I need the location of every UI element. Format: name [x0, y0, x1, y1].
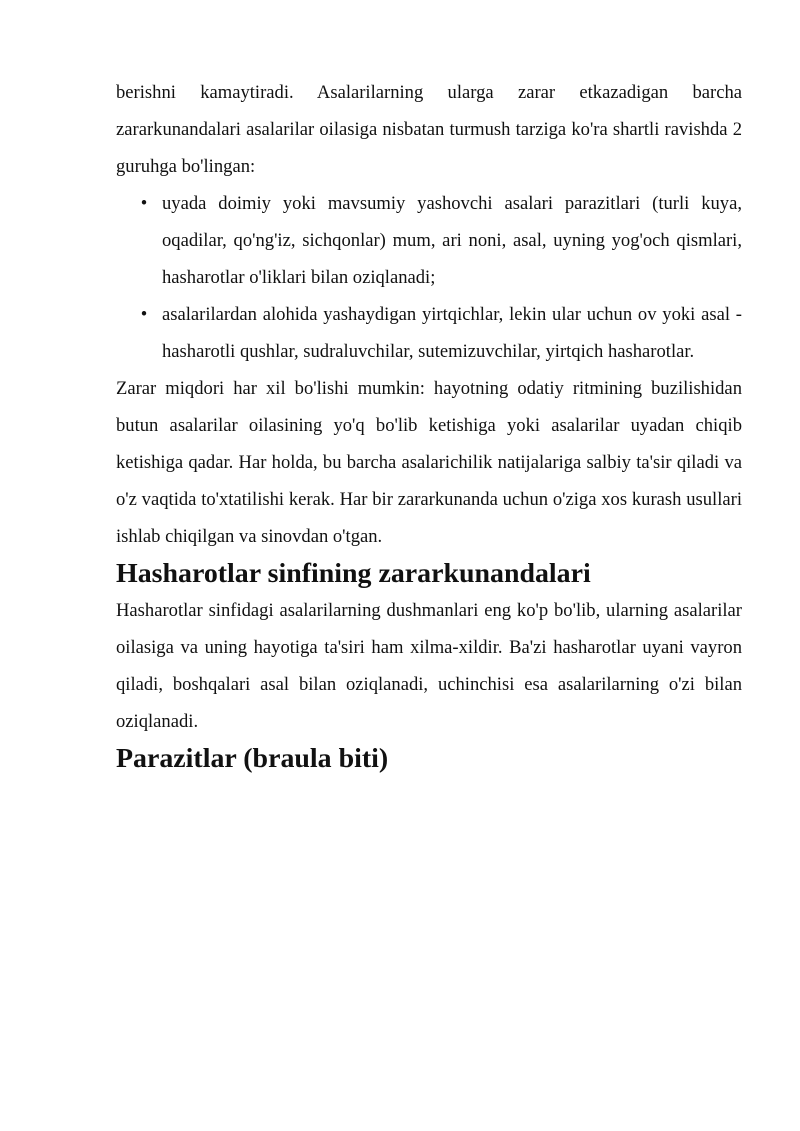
list-item-text: asalarilardan alohida yashaydigan yirtqichlar, lekin ular uchun ov yoki asal - hasharotli qushlar, sudraluvchilar, sutemizuvchilar, yirtqich hasharotlar.	[162, 304, 742, 362]
damage-paragraph: Zarar miqdori har xil bo'lishi mumkin: hayotning odatiy ritmining buzilishidan butun asalarilar oilasining yo'q bo'lib ketishiga yoki asalarilar uyadan chiqib ketishiga qadar. Har holda, bu barcha asalarichilik natijalariga salbiy ta'sir qiladi va o'z vaqtida to'xtatilishi kerak. Har bir zararkunanda uchun o'ziga xos kurash usullari ishlab chiqilgan va sinovdan o'tgan.	[116, 378, 742, 547]
list-item-text: uyada doimiy yoki mavsumiy yashovchi asalari parazitlari (turli kuya, oqadilar, qo'ng'iz, sichqonlar) mum, ari noni, asal, uyning yog'och qismlari, hasharotlar o'liklari bilan oziqlanadi;	[162, 193, 742, 288]
list-item	[116, 185, 742, 296]
document-page	[116, 74, 742, 777]
intro-paragraph: berishni kamaytiradi. Asalarilarning ularga zarar etkazadigan barcha zararkunandalari asalarilar oilasiga nisbatan turmush tarziga ko'ra shartli ravishda 2 guruhga bo'lingan:	[116, 82, 742, 177]
bullet-icon: •	[140, 304, 148, 325]
section-heading-insects: Hasharotlar sinfining zararkunandalari	[116, 558, 591, 589]
pest-groups-list	[116, 185, 742, 370]
section-heading-parasites: Parazitlar (braula biti)	[116, 743, 389, 774]
insects-paragraph: Hasharotlar sinfidagi asalarilarning dushmanlari eng ko'p bo'lib, ularning asalarilar oilasiga va uning hayotiga ta'siri ham xilma-xildir. Ba'zi hasharotlar uyani vayron qiladi, boshqalari asal bilan oziqlanadi, uchinchisi esa asalarilarning o'zi bilan oziqlanadi.	[116, 600, 742, 732]
list-item	[116, 296, 742, 370]
bullet-icon: •	[140, 193, 148, 214]
